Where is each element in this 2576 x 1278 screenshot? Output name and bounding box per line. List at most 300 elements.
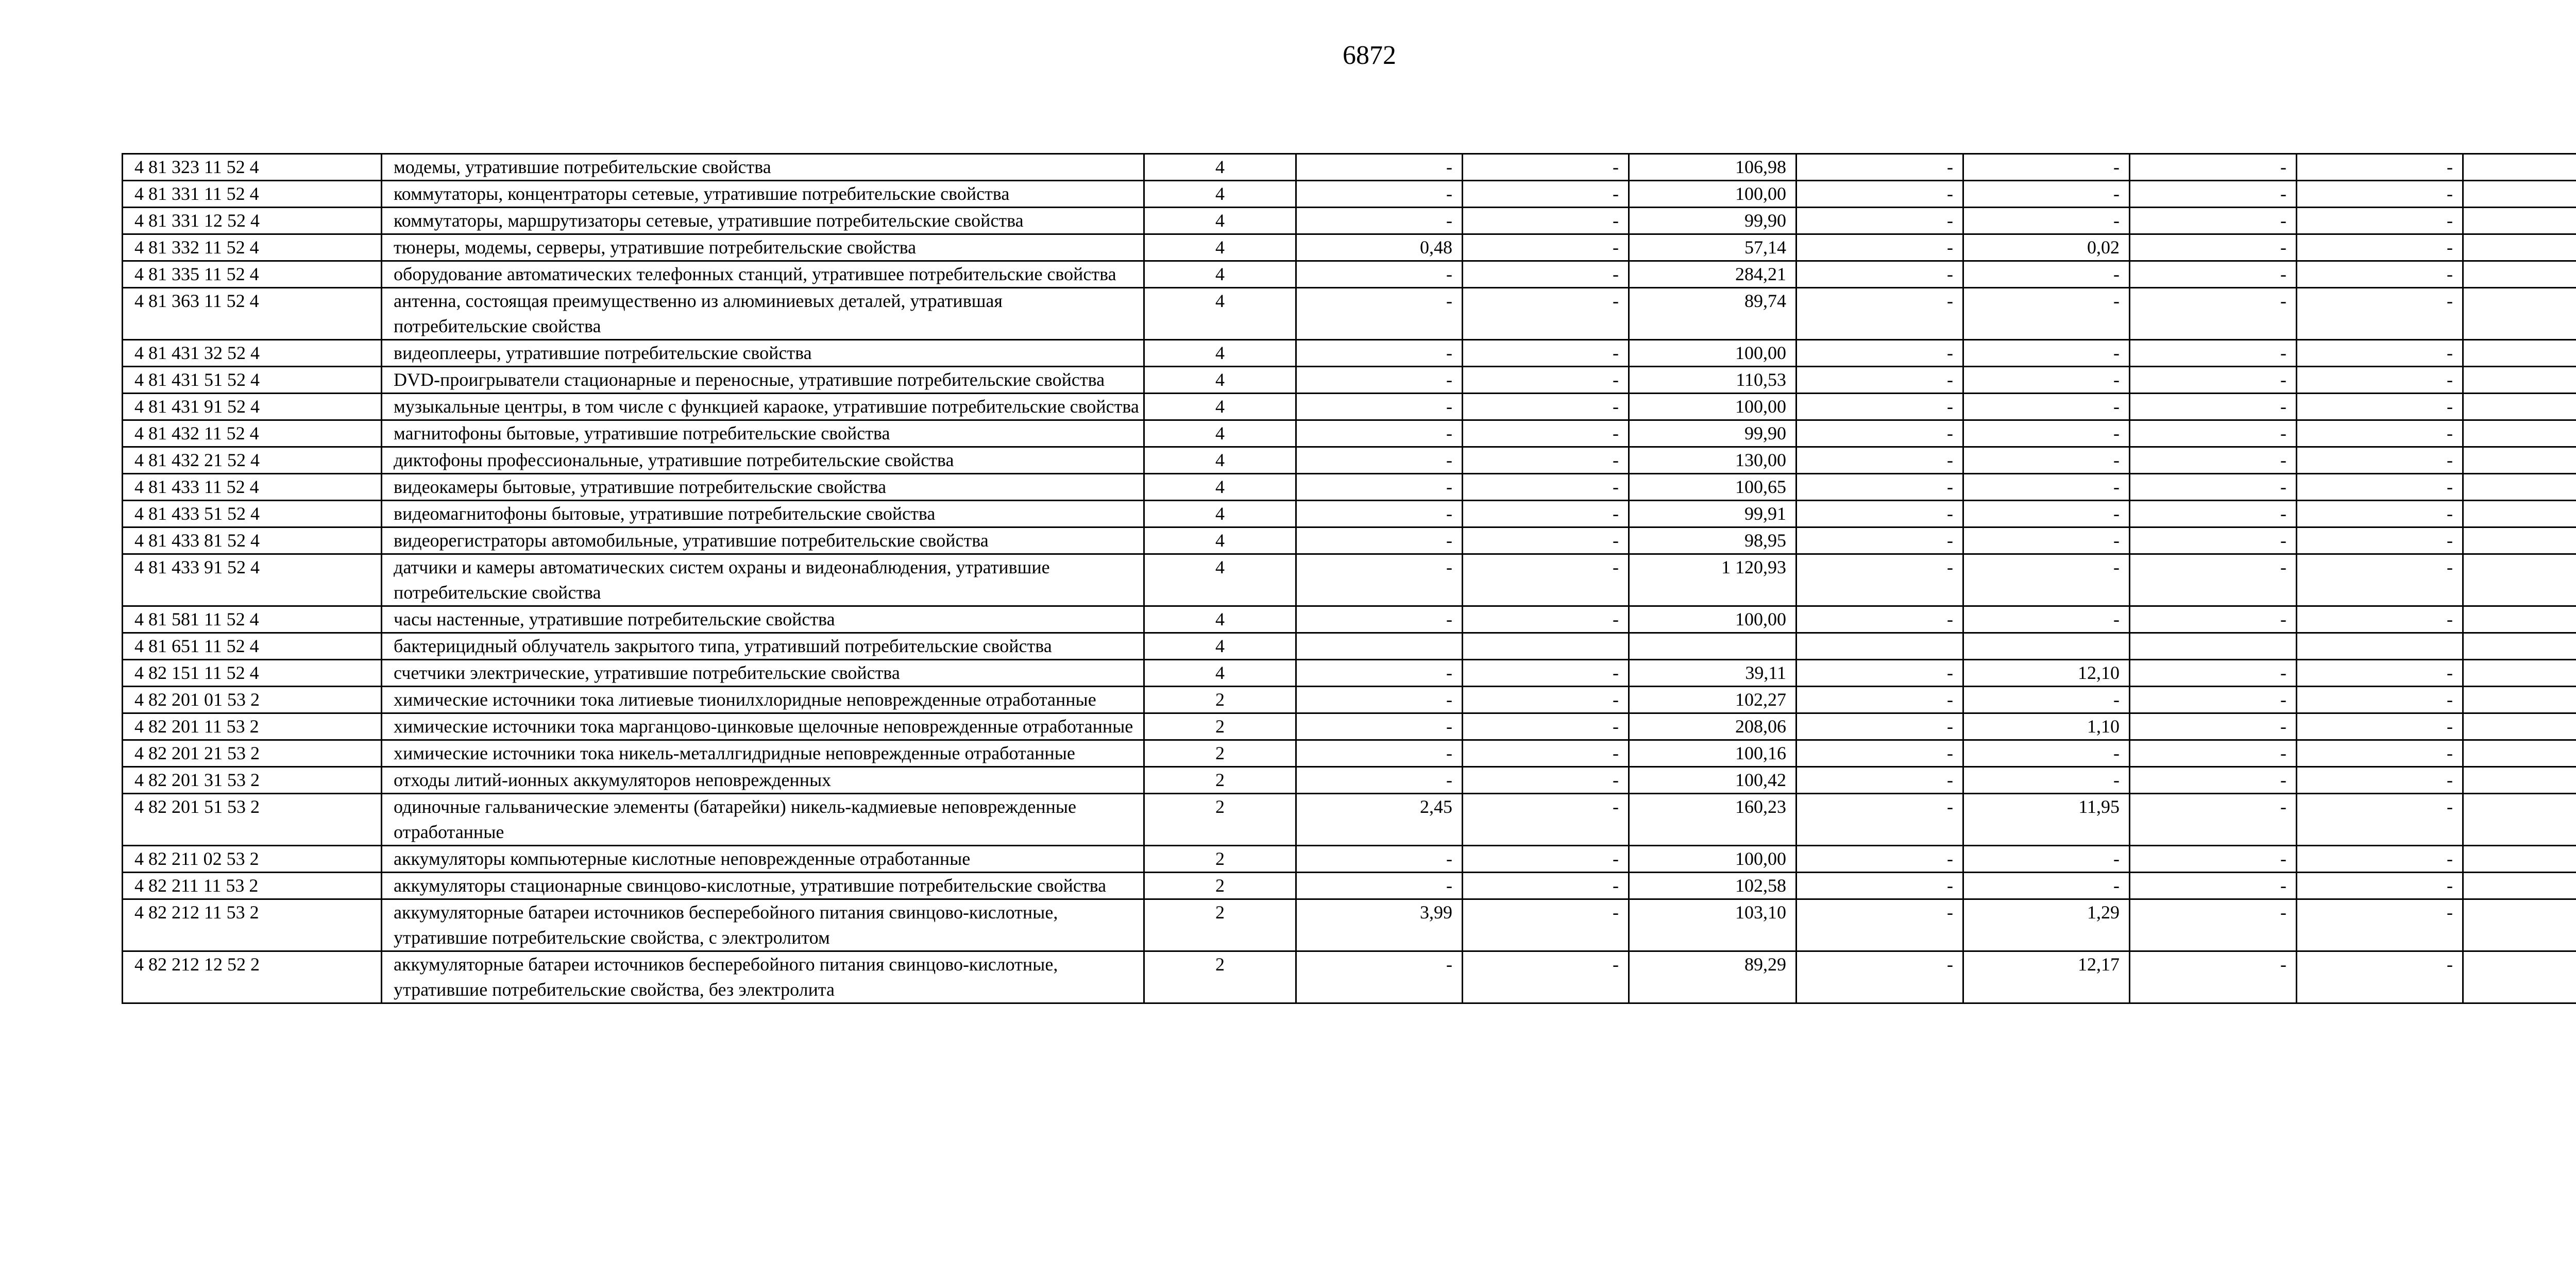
value-cell: - (1797, 951, 1963, 1003)
table-row (123, 794, 2576, 846)
value-cell: - (2297, 234, 2463, 261)
hazard-class-cell: 4 (1144, 288, 1296, 340)
value-cell (2463, 713, 2576, 740)
value-cell: 100,00 (1629, 340, 1797, 367)
value-cell (2463, 846, 2576, 873)
hazard-class-cell: 4 (1144, 554, 1296, 606)
waste-code-cell: 4 82 201 01 53 2 (123, 687, 382, 713)
value-cell (1963, 633, 2130, 660)
value-cell: - (1963, 394, 2130, 420)
table-row (123, 501, 2576, 527)
value-cell: 1,10 (1963, 713, 2130, 740)
value-cell: - (1463, 846, 1629, 873)
value-cell: - (1463, 899, 1629, 951)
value-cell: - (1797, 340, 1963, 367)
value-cell: - (2297, 447, 2463, 474)
hazard-class-cell: 4 (1144, 181, 1296, 208)
value-cell: - (2130, 154, 2297, 181)
value-cell: - (1463, 420, 1629, 447)
hazard-class-cell: 4 (1144, 394, 1296, 420)
value-cell: - (2297, 873, 2463, 899)
value-cell: 100,16 (1629, 740, 1797, 767)
value-cell: 110,53 (1629, 367, 1797, 394)
value-cell: 284,21 (1629, 261, 1797, 288)
value-cell: - (1797, 181, 1963, 208)
value-cell: - (2130, 873, 2297, 899)
value-cell: 100,00 (1629, 181, 1797, 208)
table-row (123, 261, 2576, 288)
value-cell: - (1296, 873, 1463, 899)
value-cell: - (1463, 687, 1629, 713)
waste-code-cell: 4 82 212 12 52 2 (123, 951, 382, 1003)
value-cell: - (2130, 420, 2297, 447)
value-cell: - (1963, 846, 2130, 873)
value-cell: - (1463, 340, 1629, 367)
table-row (123, 234, 2576, 261)
table-row (123, 951, 2576, 1003)
hazard-class-cell: 2 (1144, 951, 1296, 1003)
waste-code-cell: 4 82 201 21 53 2 (123, 740, 382, 767)
value-cell: 39,11 (1629, 660, 1797, 687)
value-cell: - (1963, 740, 2130, 767)
value-cell: - (2297, 181, 2463, 208)
value-cell: 12,17 (1963, 951, 2130, 1003)
value-cell: - (1797, 420, 1963, 447)
value-cell: - (1797, 767, 1963, 794)
value-cell (2463, 208, 2576, 234)
waste-name-cell: химические источники тока литиевые тионилхлоридные неповрежденные отработанные (382, 687, 1144, 713)
table-body (123, 154, 2576, 1003)
value-cell: - (1463, 394, 1629, 420)
value-cell: - (2130, 234, 2297, 261)
waste-name-cell: химические источники тока никель-металлгидридные неповрежденные отработанные (382, 740, 1144, 767)
value-cell (2463, 288, 2576, 340)
value-cell (1629, 633, 1797, 660)
waste-name-cell: одиночные гальванические элементы (батарейки) никель-кадмиевые неповрежденные отработанные (382, 794, 1144, 846)
value-cell: - (2130, 899, 2297, 951)
value-cell: - (1463, 740, 1629, 767)
waste-name-cell: бактерицидный облучатель закрытого типа, утративший потребительские свойства (382, 633, 1144, 660)
value-cell: - (1797, 154, 1963, 181)
value-cell (2463, 340, 2576, 367)
value-cell: - (1797, 234, 1963, 261)
value-cell: - (1296, 846, 1463, 873)
waste-code-cell: 4 81 363 11 52 4 (123, 288, 382, 340)
value-cell: - (2130, 951, 2297, 1003)
value-cell: - (1296, 261, 1463, 288)
value-cell: - (1463, 261, 1629, 288)
value-cell: - (1463, 767, 1629, 794)
hazard-class-cell: 4 (1144, 208, 1296, 234)
value-cell: - (1963, 474, 2130, 501)
value-cell: - (1963, 288, 2130, 340)
value-cell: - (1296, 660, 1463, 687)
value-cell (1797, 633, 1963, 660)
value-cell: - (2130, 767, 2297, 794)
value-cell (1296, 633, 1463, 660)
value-cell: - (2130, 846, 2297, 873)
table-row (123, 340, 2576, 367)
table-row (123, 606, 2576, 633)
hazard-class-cell: 4 (1144, 367, 1296, 394)
table-row (123, 527, 2576, 554)
value-cell: - (1296, 951, 1463, 1003)
value-cell (2463, 606, 2576, 633)
value-cell: - (1463, 288, 1629, 340)
waste-name-cell: видеокамеры бытовые, утратившие потребительские свойства (382, 474, 1144, 501)
value-cell: - (2130, 606, 2297, 633)
value-cell: - (2297, 687, 2463, 713)
hazard-class-cell: 4 (1144, 154, 1296, 181)
value-cell: - (1797, 367, 1963, 394)
value-cell (2463, 740, 2576, 767)
value-cell: - (2297, 527, 2463, 554)
value-cell (2463, 554, 2576, 606)
waste-code-cell: 4 81 432 21 52 4 (123, 447, 382, 474)
waste-name-cell: модемы, утратившие потребительские свойства (382, 154, 1144, 181)
value-cell: - (1963, 527, 2130, 554)
value-cell: - (2130, 261, 2297, 288)
value-cell: - (2130, 208, 2297, 234)
value-cell: - (1963, 554, 2130, 606)
value-cell: - (2297, 606, 2463, 633)
value-cell: - (1963, 687, 2130, 713)
hazard-class-cell: 4 (1144, 447, 1296, 474)
value-cell: 106,98 (1629, 154, 1797, 181)
waste-code-cell: 4 81 335 11 52 4 (123, 261, 382, 288)
table-row (123, 420, 2576, 447)
value-cell: - (1296, 554, 1463, 606)
value-cell: 100,00 (1629, 394, 1797, 420)
value-cell: - (1797, 554, 1963, 606)
value-cell: - (1963, 501, 2130, 527)
waste-name-cell: магнитофоны бытовые, утратившие потребительские свойства (382, 420, 1144, 447)
value-cell (2463, 234, 2576, 261)
value-cell (2463, 794, 2576, 846)
waste-code-cell: 4 81 433 91 52 4 (123, 554, 382, 606)
hazard-class-cell: 2 (1144, 846, 1296, 873)
value-cell: - (1963, 447, 2130, 474)
table-row (123, 767, 2576, 794)
value-cell: - (1463, 951, 1629, 1003)
hazard-class-cell: 4 (1144, 340, 1296, 367)
value-cell: - (2297, 554, 2463, 606)
hazard-class-cell: 2 (1144, 873, 1296, 899)
value-cell: - (1797, 713, 1963, 740)
waste-code-cell: 4 82 201 11 53 2 (123, 713, 382, 740)
value-cell: - (2297, 767, 2463, 794)
value-cell: - (2130, 713, 2297, 740)
table-row (123, 873, 2576, 899)
waste-code-cell: 4 82 201 51 53 2 (123, 794, 382, 846)
waste-code-cell: 4 81 433 11 52 4 (123, 474, 382, 501)
value-cell (2463, 899, 2576, 951)
value-cell: - (2297, 340, 2463, 367)
value-cell: - (1463, 154, 1629, 181)
hazard-class-cell: 2 (1144, 794, 1296, 846)
value-cell: - (2297, 474, 2463, 501)
value-cell: - (1296, 154, 1463, 181)
value-cell (2463, 420, 2576, 447)
waste-name-cell: часы настенные, утратившие потребительские свойства (382, 606, 1144, 633)
waste-code-cell: 4 81 431 91 52 4 (123, 394, 382, 420)
hazard-class-cell: 2 (1144, 899, 1296, 951)
value-cell: - (1797, 687, 1963, 713)
value-cell: - (1963, 367, 2130, 394)
waste-code-cell: 4 81 651 11 52 4 (123, 633, 382, 660)
hazard-class-cell: 4 (1144, 234, 1296, 261)
value-cell: - (2130, 794, 2297, 846)
waste-name-cell: коммутаторы, концентраторы сетевые, утратившие потребительские свойства (382, 181, 1144, 208)
value-cell: - (1463, 181, 1629, 208)
value-cell: - (1963, 340, 2130, 367)
hazard-class-cell: 4 (1144, 527, 1296, 554)
value-cell: - (1797, 208, 1963, 234)
value-cell: - (1463, 367, 1629, 394)
value-cell: 98,95 (1629, 527, 1797, 554)
value-cell (2297, 633, 2463, 660)
value-cell: - (2297, 208, 2463, 234)
waste-code-cell: 4 81 431 51 52 4 (123, 367, 382, 394)
value-cell: - (1463, 447, 1629, 474)
value-cell (2463, 447, 2576, 474)
value-cell: - (2130, 474, 2297, 501)
value-cell: - (1463, 527, 1629, 554)
value-cell: - (1463, 474, 1629, 501)
value-cell (2463, 527, 2576, 554)
waste-code-cell: 4 81 432 11 52 4 (123, 420, 382, 447)
waste-name-cell: отходы литий-ионных аккумуляторов неповрежденных (382, 767, 1144, 794)
value-cell: - (1797, 794, 1963, 846)
hazard-class-cell: 2 (1144, 740, 1296, 767)
value-cell: - (1296, 501, 1463, 527)
value-cell: - (2297, 154, 2463, 181)
value-cell: - (1797, 474, 1963, 501)
value-cell: - (2130, 181, 2297, 208)
value-cell: 89,74 (1629, 288, 1797, 340)
value-cell: - (2297, 420, 2463, 447)
table-row (123, 740, 2576, 767)
value-cell: - (1963, 181, 2130, 208)
value-cell: - (1963, 606, 2130, 633)
value-cell: - (1797, 606, 1963, 633)
value-cell: - (1463, 794, 1629, 846)
value-cell: - (1296, 767, 1463, 794)
value-cell: 102,58 (1629, 873, 1797, 899)
table-row (123, 367, 2576, 394)
value-cell: - (1463, 660, 1629, 687)
value-cell: 100,65 (1629, 474, 1797, 501)
hazard-class-cell: 4 (1144, 606, 1296, 633)
value-cell: - (2130, 527, 2297, 554)
value-cell: - (1797, 447, 1963, 474)
table-row (123, 474, 2576, 501)
value-cell: - (1797, 740, 1963, 767)
value-cell: - (1296, 340, 1463, 367)
value-cell (2463, 394, 2576, 420)
value-cell: - (1296, 288, 1463, 340)
waste-name-cell: видеорегистраторы автомобильные, утратившие потребительские свойства (382, 527, 1144, 554)
waste-name-cell: диктофоны профессиональные, утратившие потребительские свойства (382, 447, 1144, 474)
value-cell: 2,45 (1296, 794, 1463, 846)
value-cell: 100,00 (1629, 846, 1797, 873)
value-cell: - (2130, 367, 2297, 394)
value-cell: - (1797, 288, 1963, 340)
value-cell: - (1797, 394, 1963, 420)
value-cell: - (1296, 367, 1463, 394)
value-cell: 99,90 (1629, 208, 1797, 234)
value-cell: - (1797, 261, 1963, 288)
table-row (123, 394, 2576, 420)
value-cell (2463, 951, 2576, 1003)
waste-name-cell: аккумуляторы стационарные свинцово-кислотные, утратившие потребительские свойства (382, 873, 1144, 899)
hazard-class-cell: 2 (1144, 713, 1296, 740)
value-cell: - (1463, 501, 1629, 527)
value-cell: - (2297, 846, 2463, 873)
value-cell: - (1963, 208, 2130, 234)
value-cell: 1,29 (1963, 899, 2130, 951)
hazard-class-cell: 4 (1144, 474, 1296, 501)
waste-code-cell: 4 81 331 11 52 4 (123, 181, 382, 208)
value-cell: - (1463, 554, 1629, 606)
waste-name-cell: видеомагнитофоны бытовые, утратившие потребительские свойства (382, 501, 1144, 527)
value-cell: 99,91 (1629, 501, 1797, 527)
value-cell: 130,00 (1629, 447, 1797, 474)
waste-name-cell: аккумуляторные батареи источников бесперебойного питания свинцово-кислотные, утратившие потребительские свойства, без электролита (382, 951, 1144, 1003)
value-cell: - (1797, 660, 1963, 687)
waste-name-cell: тюнеры, модемы, серверы, утратившие потребительские свойства (382, 234, 1144, 261)
value-cell: - (2130, 394, 2297, 420)
value-cell: - (2297, 501, 2463, 527)
value-cell (2463, 501, 2576, 527)
value-cell: 103,10 (1629, 899, 1797, 951)
value-cell (2463, 154, 2576, 181)
value-cell: - (2130, 740, 2297, 767)
hazard-class-cell: 4 (1144, 633, 1296, 660)
waste-code-cell: 4 81 433 51 52 4 (123, 501, 382, 527)
value-cell: - (1296, 713, 1463, 740)
waste-name-cell: видеоплееры, утратившие потребительские свойства (382, 340, 1144, 367)
value-cell: 57,14 (1629, 234, 1797, 261)
value-cell: - (2130, 554, 2297, 606)
value-cell (2463, 181, 2576, 208)
value-cell: 0,02 (1963, 234, 2130, 261)
waste-name-cell: счетчики электрические, утратившие потребительские свойства (382, 660, 1144, 687)
value-cell: - (1296, 394, 1463, 420)
table-row (123, 713, 2576, 740)
value-cell: - (2130, 288, 2297, 340)
value-cell (2463, 687, 2576, 713)
value-cell: - (2297, 794, 2463, 846)
table-row (123, 660, 2576, 687)
waste-name-cell: датчики и камеры автоматических систем охраны и видеонаблюдения, утратившие потребительские свойства (382, 554, 1144, 606)
table-row (123, 447, 2576, 474)
value-cell: - (2297, 261, 2463, 288)
value-cell: - (1463, 713, 1629, 740)
value-cell: 0,48 (1296, 234, 1463, 261)
value-cell: 100,42 (1629, 767, 1797, 794)
value-cell (1463, 633, 1629, 660)
waste-code-cell: 4 82 151 11 52 4 (123, 660, 382, 687)
value-cell: 102,27 (1629, 687, 1797, 713)
value-cell: - (1296, 474, 1463, 501)
value-cell: - (1963, 261, 2130, 288)
table-row (123, 288, 2576, 340)
value-cell: - (1797, 873, 1963, 899)
value-cell (2463, 767, 2576, 794)
waste-code-cell: 4 82 211 02 53 2 (123, 846, 382, 873)
waste-code-cell: 4 81 332 11 52 4 (123, 234, 382, 261)
value-cell: - (2297, 899, 2463, 951)
hazard-class-cell: 4 (1144, 501, 1296, 527)
value-cell: 11,95 (1963, 794, 2130, 846)
waste-name-cell: музыкальные центры, в том числе с функцией караоке, утратившие потребительские свойства (382, 394, 1144, 420)
value-cell: - (2297, 367, 2463, 394)
value-cell: 208,06 (1629, 713, 1797, 740)
waste-name-cell: антенна, состоящая преимущественно из алюминиевых деталей, утратившая потребительские свойства (382, 288, 1144, 340)
waste-code-cell: 4 81 433 81 52 4 (123, 527, 382, 554)
value-cell: - (1797, 899, 1963, 951)
table-row (123, 633, 2576, 660)
value-cell: 1 120,93 (1629, 554, 1797, 606)
value-cell: - (2130, 501, 2297, 527)
value-cell (2463, 873, 2576, 899)
value-cell: - (1797, 501, 1963, 527)
value-cell: - (2130, 447, 2297, 474)
waste-code-cell: 4 81 331 12 52 4 (123, 208, 382, 234)
value-cell: - (2297, 394, 2463, 420)
waste-name-cell: DVD-проигрыватели стационарные и переносные, утратившие потребительские свойства (382, 367, 1144, 394)
waste-data-table (122, 153, 2576, 1004)
waste-code-cell: 4 81 431 32 52 4 (123, 340, 382, 367)
value-cell: - (1963, 767, 2130, 794)
value-cell (2463, 660, 2576, 687)
value-cell: - (1963, 420, 2130, 447)
value-cell: - (1296, 208, 1463, 234)
value-cell: - (2297, 713, 2463, 740)
value-cell (2130, 633, 2297, 660)
table-row (123, 154, 2576, 181)
hazard-class-cell: 4 (1144, 420, 1296, 447)
waste-code-cell: 4 82 211 11 53 2 (123, 873, 382, 899)
waste-name-cell: химические источники тока марганцово-цинковые щелочные неповрежденные отработанные (382, 713, 1144, 740)
table-row (123, 208, 2576, 234)
value-cell: - (1463, 234, 1629, 261)
waste-name-cell: коммутаторы, маршрутизаторы сетевые, утратившие потребительские свойства (382, 208, 1144, 234)
value-cell: - (1963, 154, 2130, 181)
value-cell (2463, 474, 2576, 501)
value-cell: - (2130, 340, 2297, 367)
waste-name-cell: оборудование автоматических телефонных станций, утратившее потребительские свойства (382, 261, 1144, 288)
value-cell: - (1296, 181, 1463, 208)
value-cell: 99,90 (1629, 420, 1797, 447)
value-cell (2463, 367, 2576, 394)
value-cell: - (1296, 740, 1463, 767)
value-cell: - (1797, 846, 1963, 873)
value-cell: 100,00 (1629, 606, 1797, 633)
table-row (123, 687, 2576, 713)
value-cell: 12,10 (1963, 660, 2130, 687)
value-cell: - (1296, 420, 1463, 447)
hazard-class-cell: 2 (1144, 767, 1296, 794)
page-number: 6872 (1343, 41, 1396, 70)
waste-code-cell: 4 82 201 31 53 2 (123, 767, 382, 794)
table-row (123, 899, 2576, 951)
hazard-class-cell: 4 (1144, 261, 1296, 288)
value-cell: - (2297, 951, 2463, 1003)
waste-code-cell: 4 82 212 11 53 2 (123, 899, 382, 951)
value-cell: - (2297, 660, 2463, 687)
